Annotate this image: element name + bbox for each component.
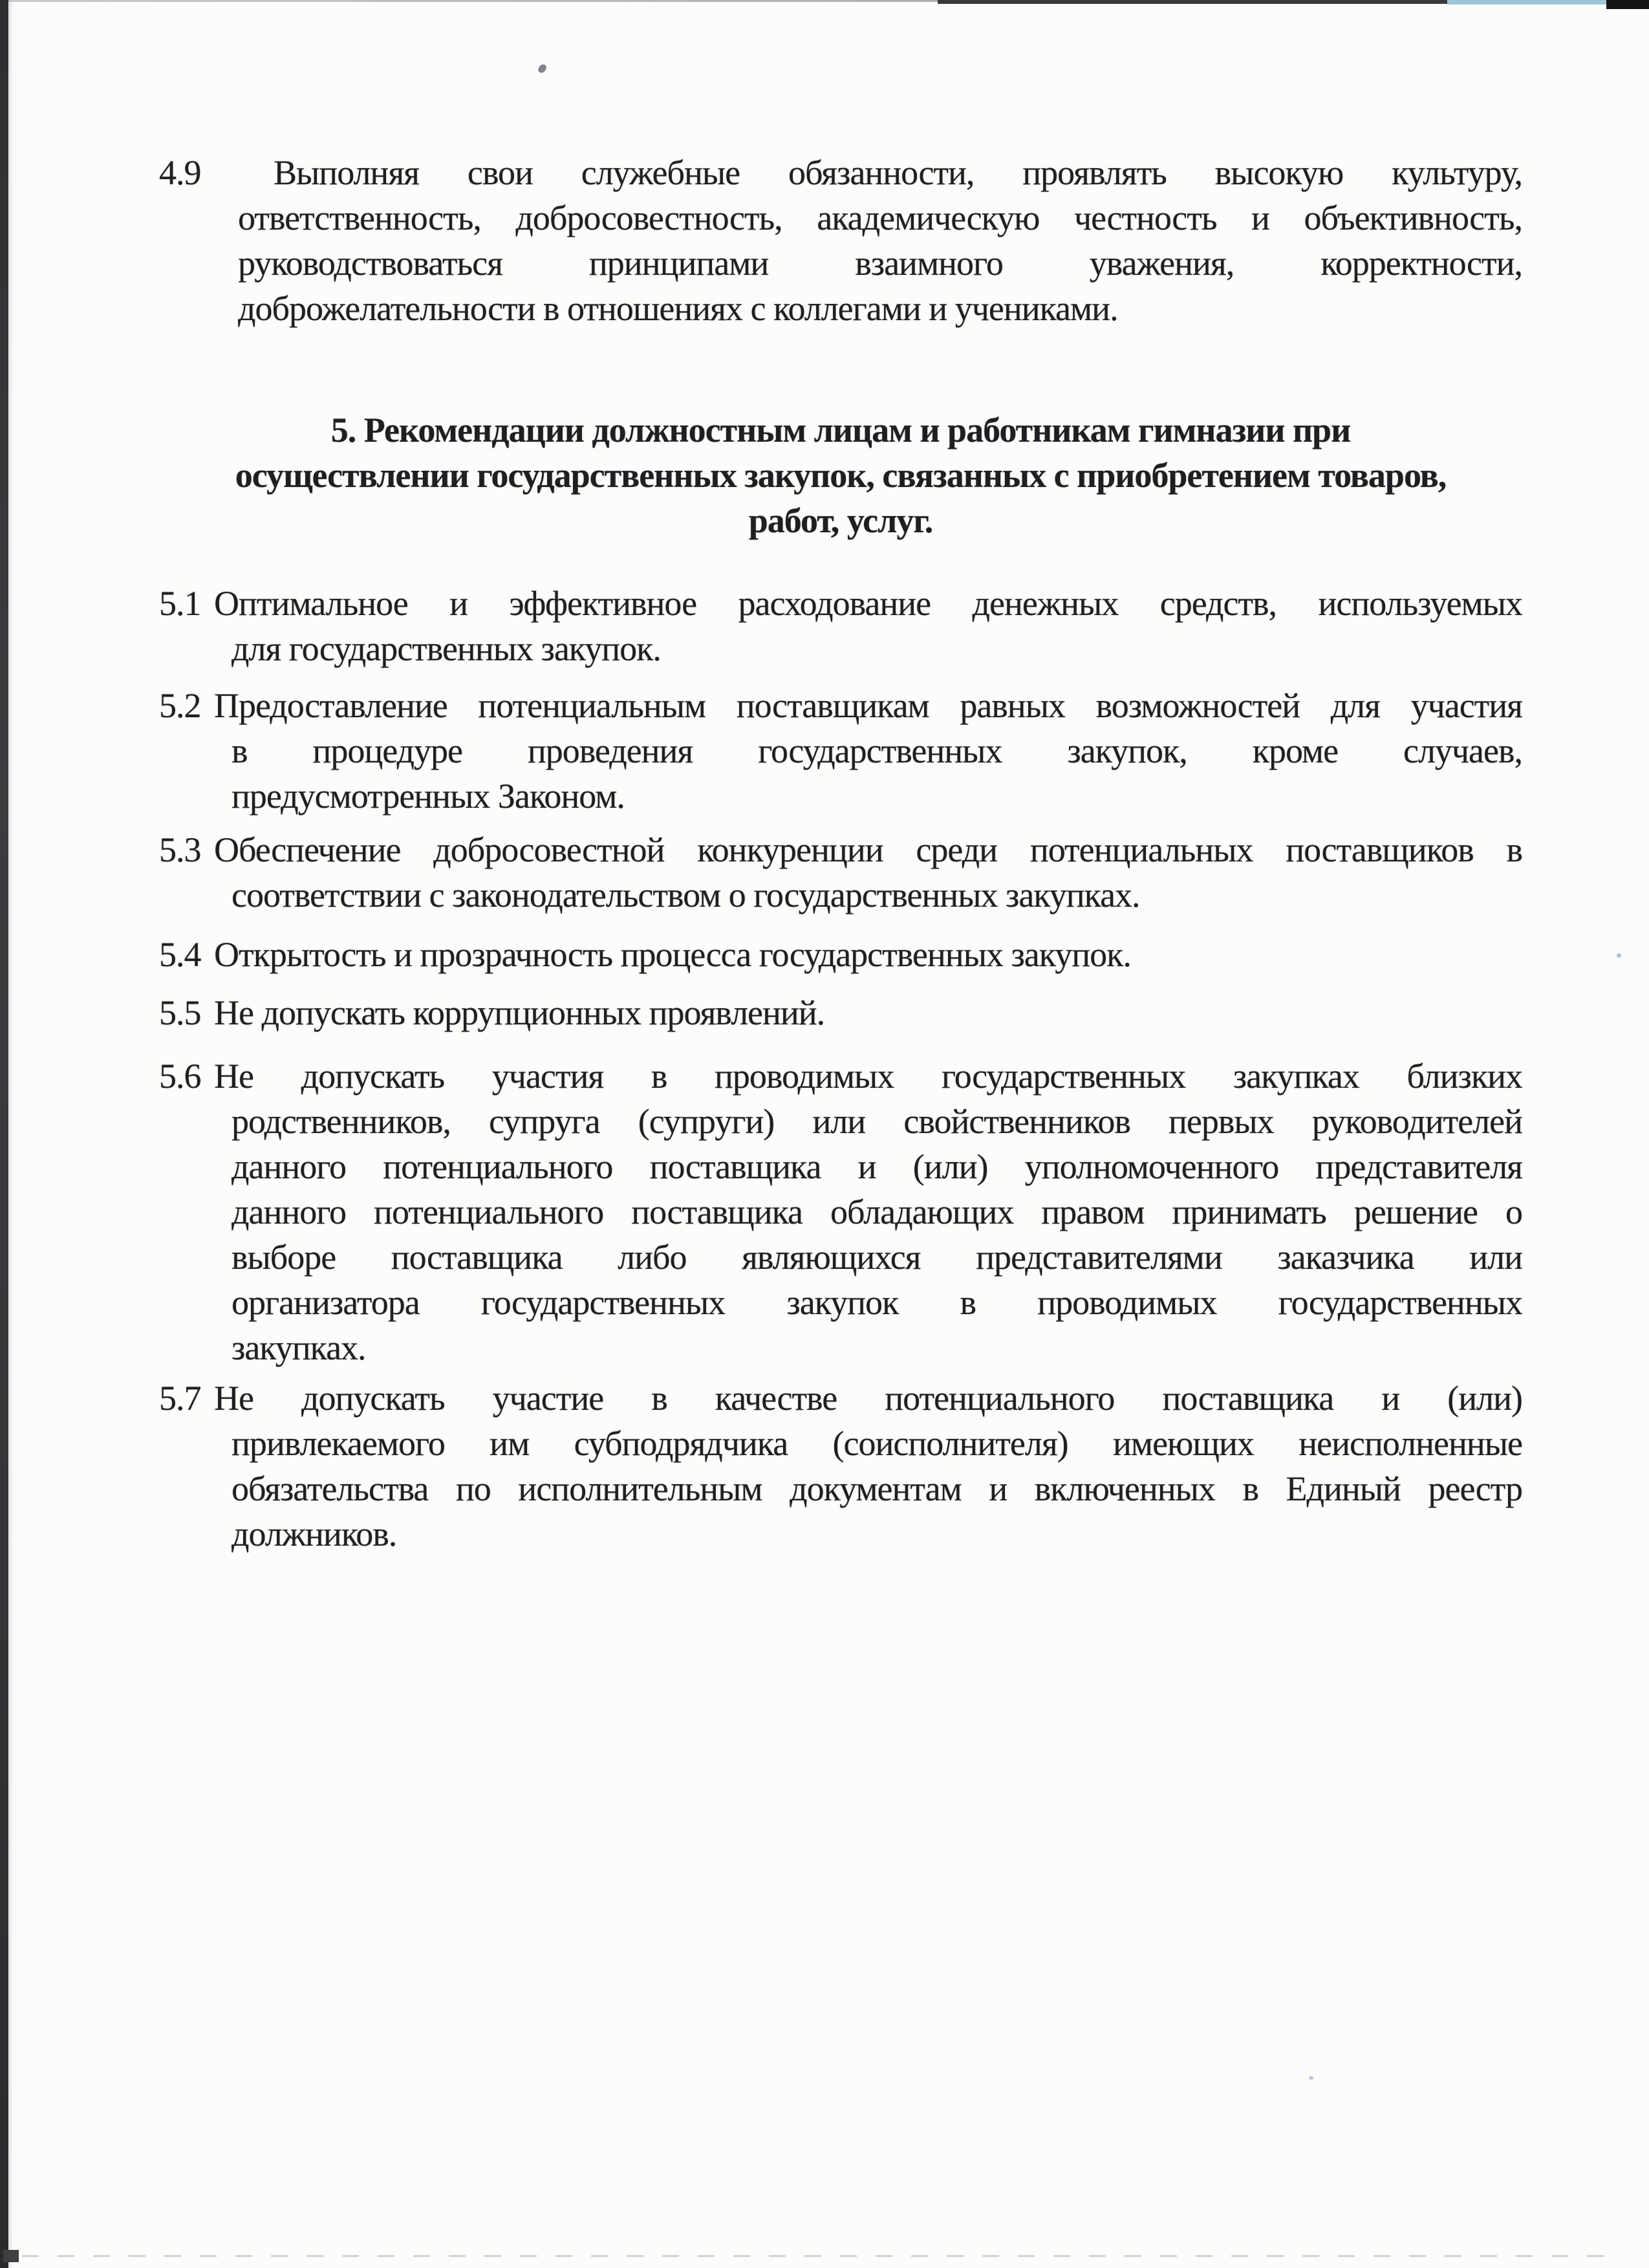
- paragraph-5.1: [159, 581, 1522, 671]
- section-heading: [159, 407, 1522, 543]
- paragraph-5.7: [159, 1376, 1522, 1557]
- scan-edge-top-dark: [938, 0, 1449, 4]
- paragraph-5.4: [159, 932, 1522, 977]
- scan-edge-top-hairline: [8, 0, 940, 2]
- item-number: 5.5: [159, 993, 201, 1032]
- paragraph-4.9: [159, 150, 1522, 331]
- scan-edge-bottom-tick: [3, 2250, 19, 2262]
- paragraph-line: предусмотренных Законом.: [232, 777, 625, 815]
- paragraph-line: закупках.: [232, 1328, 366, 1367]
- paragraph-line: Обеспечение добросовестной конкуренции среди потенциальных поставщиков в: [214, 830, 1522, 869]
- paragraph-line: ответственность, добросовестность, академическую честность и объективность,: [238, 199, 1522, 237]
- paragraph-line: данного потенциального поставщика обладающих правом принимать решение о: [232, 1193, 1522, 1231]
- paragraph-line: должников.: [232, 1515, 397, 1553]
- paragraph-line: Не допускать коррупционных проявлений.: [214, 993, 825, 1032]
- paragraph-line: Открытость и прозрачность процесса государственных закупок.: [214, 935, 1131, 974]
- paragraph-line: Не допускать участие в качестве потенциального поставщика и (или): [214, 1379, 1522, 1418]
- paragraph-5.3: [159, 827, 1522, 918]
- item-number: 5.2: [159, 686, 201, 725]
- paragraph-5.5: [159, 990, 1522, 1035]
- heading-line: 5. Рекомендации должностным лицам и работникам гимназии при: [330, 411, 1351, 449]
- paragraph-5.6: [159, 1053, 1522, 1370]
- item-number: 5.4: [159, 935, 201, 974]
- document-body: [159, 150, 1522, 1557]
- item-number: 5.1: [159, 584, 201, 623]
- paragraph-line: Выполняя свои служебные обязанности, проявлять высокую культуру,: [274, 153, 1522, 192]
- paragraph-line: соответствии с законодательством о государственных закупках.: [232, 876, 1140, 914]
- paper-speck: [1309, 2076, 1313, 2080]
- paragraph-line: привлекаемого им субподрядчика (соисполнителя) имеющих неисполненные: [232, 1424, 1522, 1463]
- paragraph-line: обязательства по исполнительным документам и включенных в Единый реестр: [232, 1469, 1522, 1508]
- paragraph-line: данного потенциального поставщика и (или) уполномоченного представителя: [232, 1147, 1522, 1186]
- paper-speck: [1617, 953, 1621, 958]
- paper-speck: [537, 63, 547, 74]
- item-number: 5.7: [159, 1379, 201, 1418]
- scan-edge-top-black: [1606, 0, 1649, 9]
- paragraph-line: руководствоваться принципами взаимного уважения, корректности,: [238, 244, 1522, 283]
- paragraph-line: выборе поставщика либо являющихся представителями заказчика или: [232, 1238, 1522, 1277]
- paragraph-line: организатора государственных закупок в проводимых государственных: [232, 1283, 1522, 1322]
- paragraph-line: родственников, супруга (супруги) или свойственников первых руководителей: [232, 1102, 1522, 1141]
- scan-edge-left-strip: [0, 0, 8, 2268]
- paragraph-line: доброжелательности в отношениях с коллегами и учениками.: [238, 289, 1118, 328]
- paragraph-line: Не допускать участия в проводимых государственных закупках близких: [214, 1057, 1522, 1096]
- paragraph-line: в процедуре проведения государственных закупок, кроме случаев,: [232, 731, 1522, 770]
- paragraph-line: для государственных закупок.: [232, 629, 661, 668]
- scan-edge-bottom-dashes: [22, 2255, 1619, 2257]
- scan-edge-top-blue: [1447, 0, 1608, 5]
- item-number: 4.9: [159, 153, 201, 192]
- paragraph-5.2: [159, 683, 1522, 819]
- heading-line: осуществлении государственных закупок, связанных с приобретением товаров,: [235, 456, 1447, 495]
- paragraph-line: Оптимальное и эффективное расходование денежных средств, используемых: [214, 584, 1522, 623]
- item-number: 5.6: [159, 1057, 201, 1096]
- heading-line: работ, услуг.: [748, 501, 933, 540]
- paragraph-line: Предоставление потенциальным поставщикам равных возможностей для участия: [214, 686, 1522, 725]
- item-number: 5.3: [159, 830, 201, 869]
